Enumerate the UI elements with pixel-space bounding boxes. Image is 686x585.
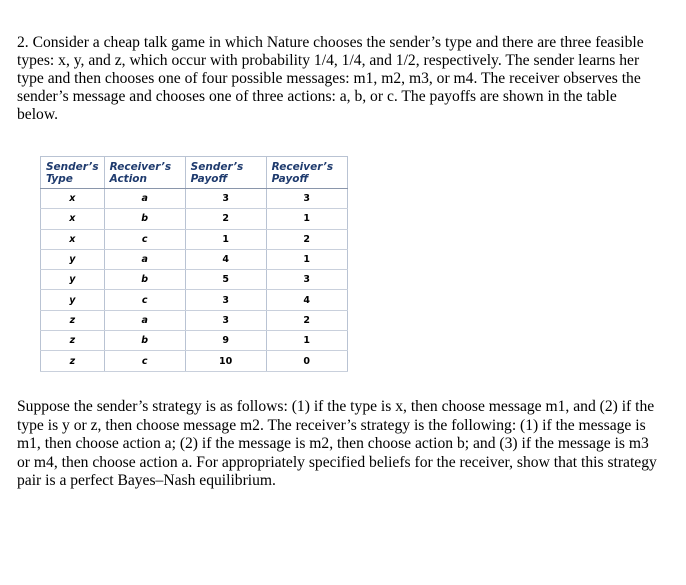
cell-sender-type: x [41,229,105,249]
cell-receiver-payoff: 0 [266,351,347,371]
cell-receiver-action: a [104,310,185,330]
cell-receiver-action: b [104,331,185,351]
cell-sender-payoff: 4 [185,249,266,269]
cell-receiver-payoff: 4 [266,290,347,310]
header-senders-payoff [185,157,266,189]
cell-sender-payoff: 3 [185,290,266,310]
cell-sender-type: x [41,209,105,229]
problem-intro-paragraph: 2. Consider a cheap talk game in which Nature chooses the sender’s type and there are three feasible types: x, y, and z, which occur with probability 1/4, 1/4, and 1/2, respectively. The sender learns her type and then chooses one of four possible messages: m1, m2, m3, or m4. The receiver observes the sender’s message and chooses one of three actions: a, b, or c. The payoffs are shown in the table below. [17,34,644,123]
cell-sender-payoff: 1 [185,229,266,249]
cell-sender-payoff: 5 [185,270,266,290]
cell-receiver-action: c [104,351,185,371]
header-senders-type-line1: Sender’s [46,161,99,173]
header-receivers-action-line2: Action [109,173,147,185]
cell-sender-type: y [41,270,105,290]
header-senders-payoff-line2: Payoff [190,173,228,185]
table-row [41,270,348,290]
table-row [41,189,348,209]
header-senders-payoff-line1: Sender’s [190,161,244,173]
cell-sender-payoff: 10 [185,351,266,371]
header-receivers-payoff-line2: Payoff [271,173,309,185]
cell-receiver-action: a [104,249,185,269]
cell-receiver-payoff: 1 [266,249,347,269]
cell-sender-payoff: 9 [185,331,266,351]
cell-sender-type: y [41,249,105,269]
cell-sender-payoff: 3 [185,310,266,330]
cell-receiver-action: b [104,209,185,229]
cell-sender-payoff: 2 [185,209,266,229]
table-row [41,209,348,229]
cell-receiver-payoff: 3 [266,270,347,290]
cell-receiver-payoff: 2 [266,229,347,249]
header-receivers-action [104,157,185,189]
cell-receiver-payoff: 2 [266,310,347,330]
table-row [41,351,348,371]
cell-sender-type: z [41,310,105,330]
cell-receiver-action: c [104,290,185,310]
header-senders-type [41,157,105,189]
table-row [41,331,348,351]
header-receivers-action-line1: Receiver’s [109,161,172,173]
payoff-table-header-row [41,157,348,189]
cell-sender-type: z [41,331,105,351]
cell-sender-payoff: 3 [185,189,266,209]
table-row [41,290,348,310]
cell-receiver-payoff: 3 [266,189,347,209]
cell-sender-type: x [41,189,105,209]
table-row [41,229,348,249]
cell-receiver-action: a [104,189,185,209]
cell-receiver-payoff: 1 [266,331,347,351]
header-senders-type-line2: Type [46,173,73,185]
cell-sender-type: y [41,290,105,310]
header-receivers-payoff-line1: Receiver’s [271,161,334,173]
header-receivers-payoff [266,157,347,189]
cell-receiver-action: c [104,229,185,249]
table-row [41,249,348,269]
cell-receiver-payoff: 1 [266,209,347,229]
cell-sender-type: z [41,351,105,371]
table-row [41,310,348,330]
cell-receiver-action: b [104,270,185,290]
payoff-table [40,156,348,372]
problem-question-paragraph: Suppose the sender’s strategy is as follows: (1) if the type is x, then choose message m1, and (2) if the type is y or z, then choose message m2. The receiver’s strategy is the following: (1) if the message is m1, then choose action a; (2) if the message is m2, then choose action b; and (3) if the message is m3 or m4, then choose action a. For appropriately specified beliefs for the receiver, show that this strategy pair is a perfect Bayes–Nash equilibrium. [17,398,657,489]
